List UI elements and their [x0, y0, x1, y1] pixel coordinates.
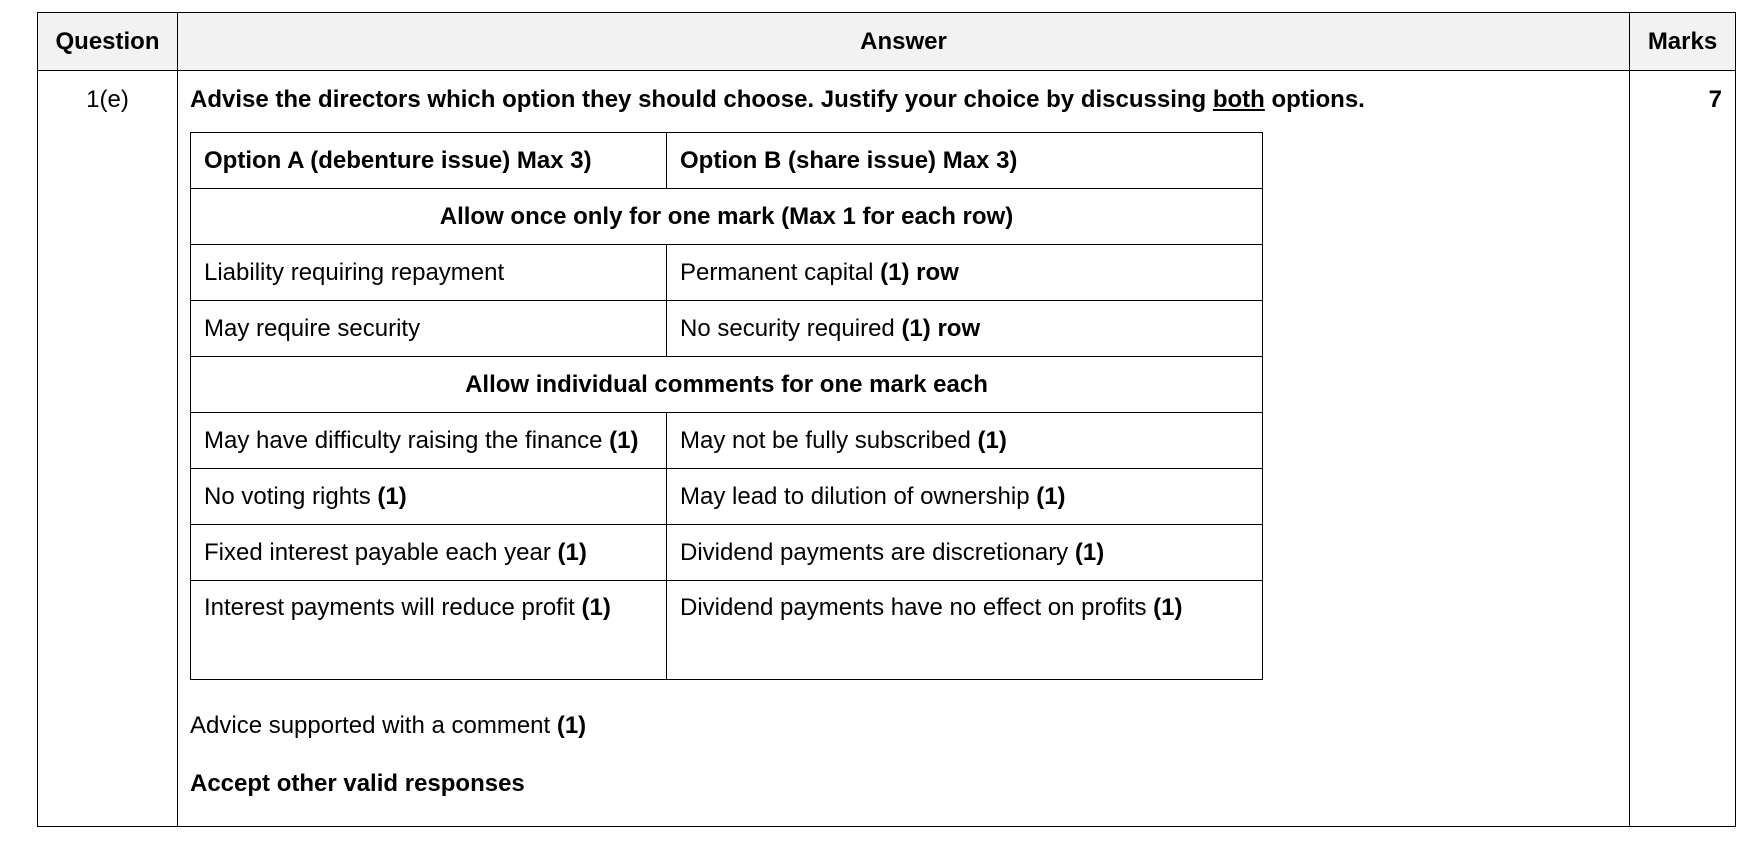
option-b-cell — [667, 413, 1263, 469]
option-b-text: May not be fully subscribed — [680, 426, 978, 454]
prompt-text-start: Advise the directors which option they should choose. Justify your choice by discussing — [190, 86, 1213, 113]
table-row — [191, 525, 1263, 581]
option-b-cell — [667, 469, 1263, 525]
option-a-text: No voting rights — [204, 482, 378, 510]
advice-text: Advice supported with a comment — [190, 712, 557, 739]
options-table — [190, 132, 1263, 680]
option-a-header: Option A (debenture issue) Max 3) — [191, 133, 667, 189]
option-b-mark: (1) row — [880, 258, 959, 286]
table-row — [191, 469, 1263, 525]
option-b-mark: (1) — [977, 426, 1007, 454]
answer-cell — [178, 71, 1630, 827]
question-number: 1(e) — [38, 71, 178, 827]
option-a-cell — [191, 469, 667, 525]
section-1-row — [191, 189, 1263, 245]
option-b-cell — [667, 581, 1263, 680]
table-row — [191, 581, 1263, 680]
table-row — [191, 245, 1263, 301]
question-prompt — [190, 86, 1617, 114]
option-b-mark: (1) — [1074, 538, 1105, 566]
header-marks: Marks — [1630, 13, 1736, 71]
prompt-text-end: options. — [1264, 86, 1365, 113]
option-a-text: May have difficulty raising the finance — [204, 426, 610, 454]
advice-mark: (1) — [556, 712, 587, 739]
option-b-text: No security required — [680, 314, 902, 342]
option-a-text: Liability requiring repayment — [204, 258, 505, 286]
option-a-mark: (1) — [609, 426, 639, 454]
option-b-header: Option B (share issue) Max 3) — [667, 133, 1263, 189]
table-row — [191, 413, 1263, 469]
option-b-cell — [667, 301, 1263, 357]
advice-line — [190, 712, 1617, 740]
option-b-text: May lead to dilution of ownership — [680, 482, 1037, 510]
section-2-heading: Allow individual comments for one mark each — [191, 357, 1263, 413]
option-b-mark: (1) — [1036, 482, 1066, 510]
option-b-mark: (1) — [1153, 594, 1183, 621]
option-b-text: Dividend payments have no effect on profits — [680, 594, 1154, 621]
option-a-cell — [191, 413, 667, 469]
option-a-text: May require security — [204, 314, 421, 342]
option-b-text: Permanent capital — [680, 258, 881, 286]
section-1-heading: Allow once only for one mark (Max 1 for each row) — [191, 189, 1263, 245]
marks-value: 7 — [1630, 71, 1736, 827]
accept-note: Accept other valid responses — [190, 770, 525, 797]
option-a-mark: (1) — [557, 538, 587, 566]
options-header-row — [191, 133, 1263, 189]
prompt-underlined-word: both — [1212, 86, 1265, 113]
option-b-cell — [667, 525, 1263, 581]
header-question: Question — [38, 13, 178, 71]
table-row — [191, 301, 1263, 357]
option-a-cell — [191, 525, 667, 581]
option-a-text: Interest payments will reduce profit — [204, 594, 582, 621]
option-a-mark: (1) — [377, 482, 407, 510]
option-a-cell — [191, 301, 667, 357]
option-a-cell — [191, 581, 667, 680]
header-row — [38, 13, 1736, 71]
option-b-text: Dividend payments are discretionary — [680, 538, 1075, 566]
option-a-cell — [191, 245, 667, 301]
mark-scheme-table — [37, 12, 1736, 827]
option-b-cell — [667, 245, 1263, 301]
header-answer: Answer — [178, 13, 1630, 71]
question-row — [38, 71, 1736, 827]
section-2-row — [191, 357, 1263, 413]
option-a-text: Fixed interest payable each year — [204, 538, 558, 566]
option-a-mark: (1) — [581, 594, 611, 621]
option-b-mark: (1) row — [901, 314, 981, 342]
